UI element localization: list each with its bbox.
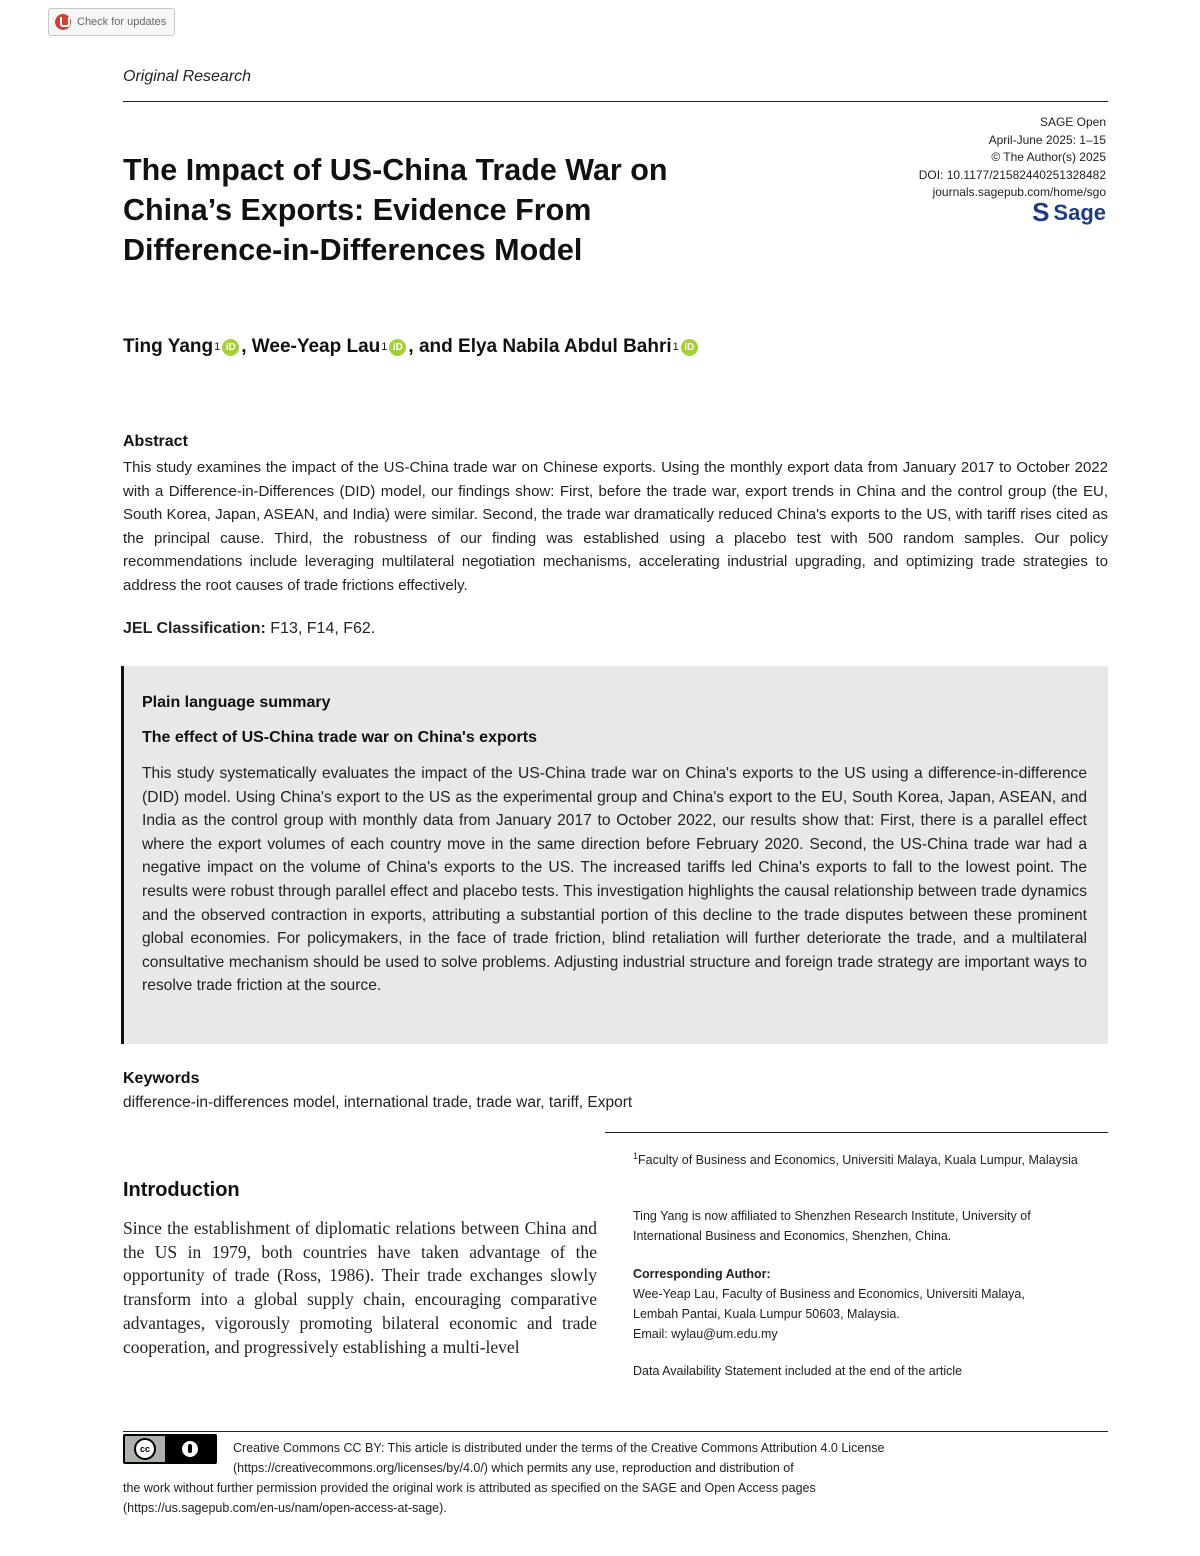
orcid-icon[interactable]: iD [681, 339, 698, 356]
crossmark-icon [55, 14, 71, 30]
jel-label: JEL Classification: [123, 620, 266, 637]
author-affiliation-mark: 1 [381, 341, 388, 353]
abstract-text: This study examines the impact of the US-China trade war on Chinese exports. Using the monthly export data from January 2017 to October 2022 with a Difference-in-Differences (DID) model, our findings show: First, before the trade war, export trends in China and the control group (the EU, South Korea, Japan, ASEAN, and India) were similar. Second, the trade war dramatically reduced China's exports to the US, with tariff rises cited as the principal cause. Third, the robustness of our finding was established using a placebo test with 500 random samples. Our policy recommendations include leveraging multilateral negotiation mechanisms, accelerating industrial upgrading, and optimizing trade strategies to address the root causes of trade frictions effectively. [123, 459, 1108, 594]
doi[interactable]: DOI: 10.1177/21582440251328482 [918, 167, 1106, 182]
author-name: Wee-Yeap Lau [251, 336, 381, 357]
check-for-updates-badge[interactable] [48, 8, 175, 36]
corresponding-name: Wee-Yeap Lau, Faculty of Business and Economics, Universiti Malaya, [633, 1287, 1025, 1301]
copyright: © The Author(s) 2025 [991, 150, 1106, 164]
orcid-icon[interactable]: iD [389, 339, 406, 356]
introduction-text: Since the establishment of diplomatic relations between China and the US in 1979, both countries have taken advantage of the opportunity of trade (Ross, 1986). Their trade exchanges slowly transform into a global supply chain, encouraging comparative advantages, vigorously promoting bilateral economic and trade cooperation, and progressively establishing a multi-level [123, 1218, 597, 1357]
author-list [123, 336, 700, 358]
plain-language-summary [121, 666, 1108, 1044]
cc-part [125, 1436, 165, 1462]
header-rule [123, 101, 1108, 102]
summary-text: This study systematically evaluates the impact of the US-China trade war on China's exports to the US using a difference-in-difference (DID) model. Using China's export to the US as the experimental group and China's export to the EU, South Korea, Japan, ASEAN, and India as the control group with monthly data from January 2017 to October 2022, our results show that: First, there is a parallel effect where the export volumes of each country move in the same direction before February 2020. Second, the US-China trade war had a negative impact on the volume of China's exports to the US. The increased tariffs led China's exports to fall to the lowest point. The results were robust through parallel effect and placebo tests. This investigation highlights the causal relationship between trade dynamics and the observed contraction in exports, attributing a substantial portion of this decline to the trade disputes between these prominent global economies. For policymakers, in the face of trade friction, blind retaliation will further deteriorate the trade, and a multilateral consultative mechanism should be used to solve problems. Adjusting industrial structure and foreign trade strategy are important ways to resolve trade friction at the source. [142, 765, 1087, 995]
license-link[interactable]: (https://us.sagepub.com/en-us/nam/open-access-at-sage). [123, 1501, 447, 1515]
journal-url[interactable]: journals.sagepub.com/home/sgo [932, 185, 1106, 199]
corresponding-author [633, 1264, 1093, 1344]
introduction-heading: Introduction [123, 1179, 240, 1201]
article-type: Original Research [123, 68, 252, 85]
cc-icon: cc [134, 1438, 156, 1460]
affiliation-rule [605, 1132, 1108, 1133]
orcid-icon[interactable]: iD [222, 339, 239, 356]
journal-info [918, 114, 1106, 227]
data-availability-statement: Data Availability Statement included at the end of the article [633, 1364, 963, 1378]
keywords-heading: Keywords [123, 1070, 200, 1087]
corresponding-email[interactable]: Email: wylau@um.edu.my [633, 1327, 778, 1341]
affiliation-mark: 1 [633, 1151, 639, 1161]
affiliation-faculty [633, 1146, 1093, 1170]
jel-classification [123, 620, 375, 638]
license-line: the work without further permission provided the original work is attributed as specified on the SAGE and Open Access pages [123, 1481, 816, 1495]
keywords-text: difference-in-differences model, international trade, trade war, tariff, Export [123, 1094, 633, 1111]
author-affiliation-mark: 1 [672, 341, 679, 353]
affiliation-text: Faculty of Business and Economics, Universiti Malaya, Kuala Lumpur, Malaysia [638, 1153, 1078, 1168]
sage-logo-icon: S [1032, 196, 1050, 227]
journal-issue: April-June 2025: 1–15 [988, 132, 1106, 147]
journal-name: SAGE Open [1039, 115, 1106, 129]
license-link[interactable]: (https://creativecommons.org/licenses/by/4.0/) which permits any use, reproduction and distribution of [233, 1461, 794, 1475]
article-title: The Impact of US-China Trade War on China’s Exports: Evidence From Difference-in-Differences Model [123, 153, 668, 267]
abstract-heading: Abstract [123, 433, 188, 450]
affiliation-note: Ting Yang is now affiliated to Shenzhen Research Institute, University of International Business and Economics, Shenzhen, China. [633, 1209, 1031, 1243]
attribution-icon [182, 1441, 198, 1457]
sage-logo [919, 196, 1106, 227]
license-line: Creative Commons CC BY: This article is distributed under the terms of the Creative Commons Attribution 4.0 License [233, 1441, 885, 1455]
by-part [165, 1436, 215, 1462]
summary-label: Plain language summary [142, 694, 331, 711]
author-separator: , [241, 336, 252, 357]
author-affiliation-mark: 1 [214, 341, 221, 353]
author-separator: , and [408, 336, 459, 357]
jel-value: F13, F14, F62. [265, 620, 376, 637]
author-name: Ting Yang [123, 336, 214, 357]
cc-by-badge[interactable] [123, 1434, 217, 1464]
sage-logo-text: Sage [1053, 199, 1106, 225]
license-rule [123, 1431, 1108, 1432]
corresponding-address: Lembah Pantai, Kuala Lumpur 50603, Malaysia. [633, 1307, 900, 1321]
check-for-updates-label: Check for updates [77, 16, 167, 28]
corresponding-label: Corresponding Author: [633, 1267, 771, 1281]
summary-subtitle: The effect of US-China trade war on China's exports [142, 729, 537, 746]
author-name: Elya Nabila Abdul Bahri [458, 336, 672, 357]
